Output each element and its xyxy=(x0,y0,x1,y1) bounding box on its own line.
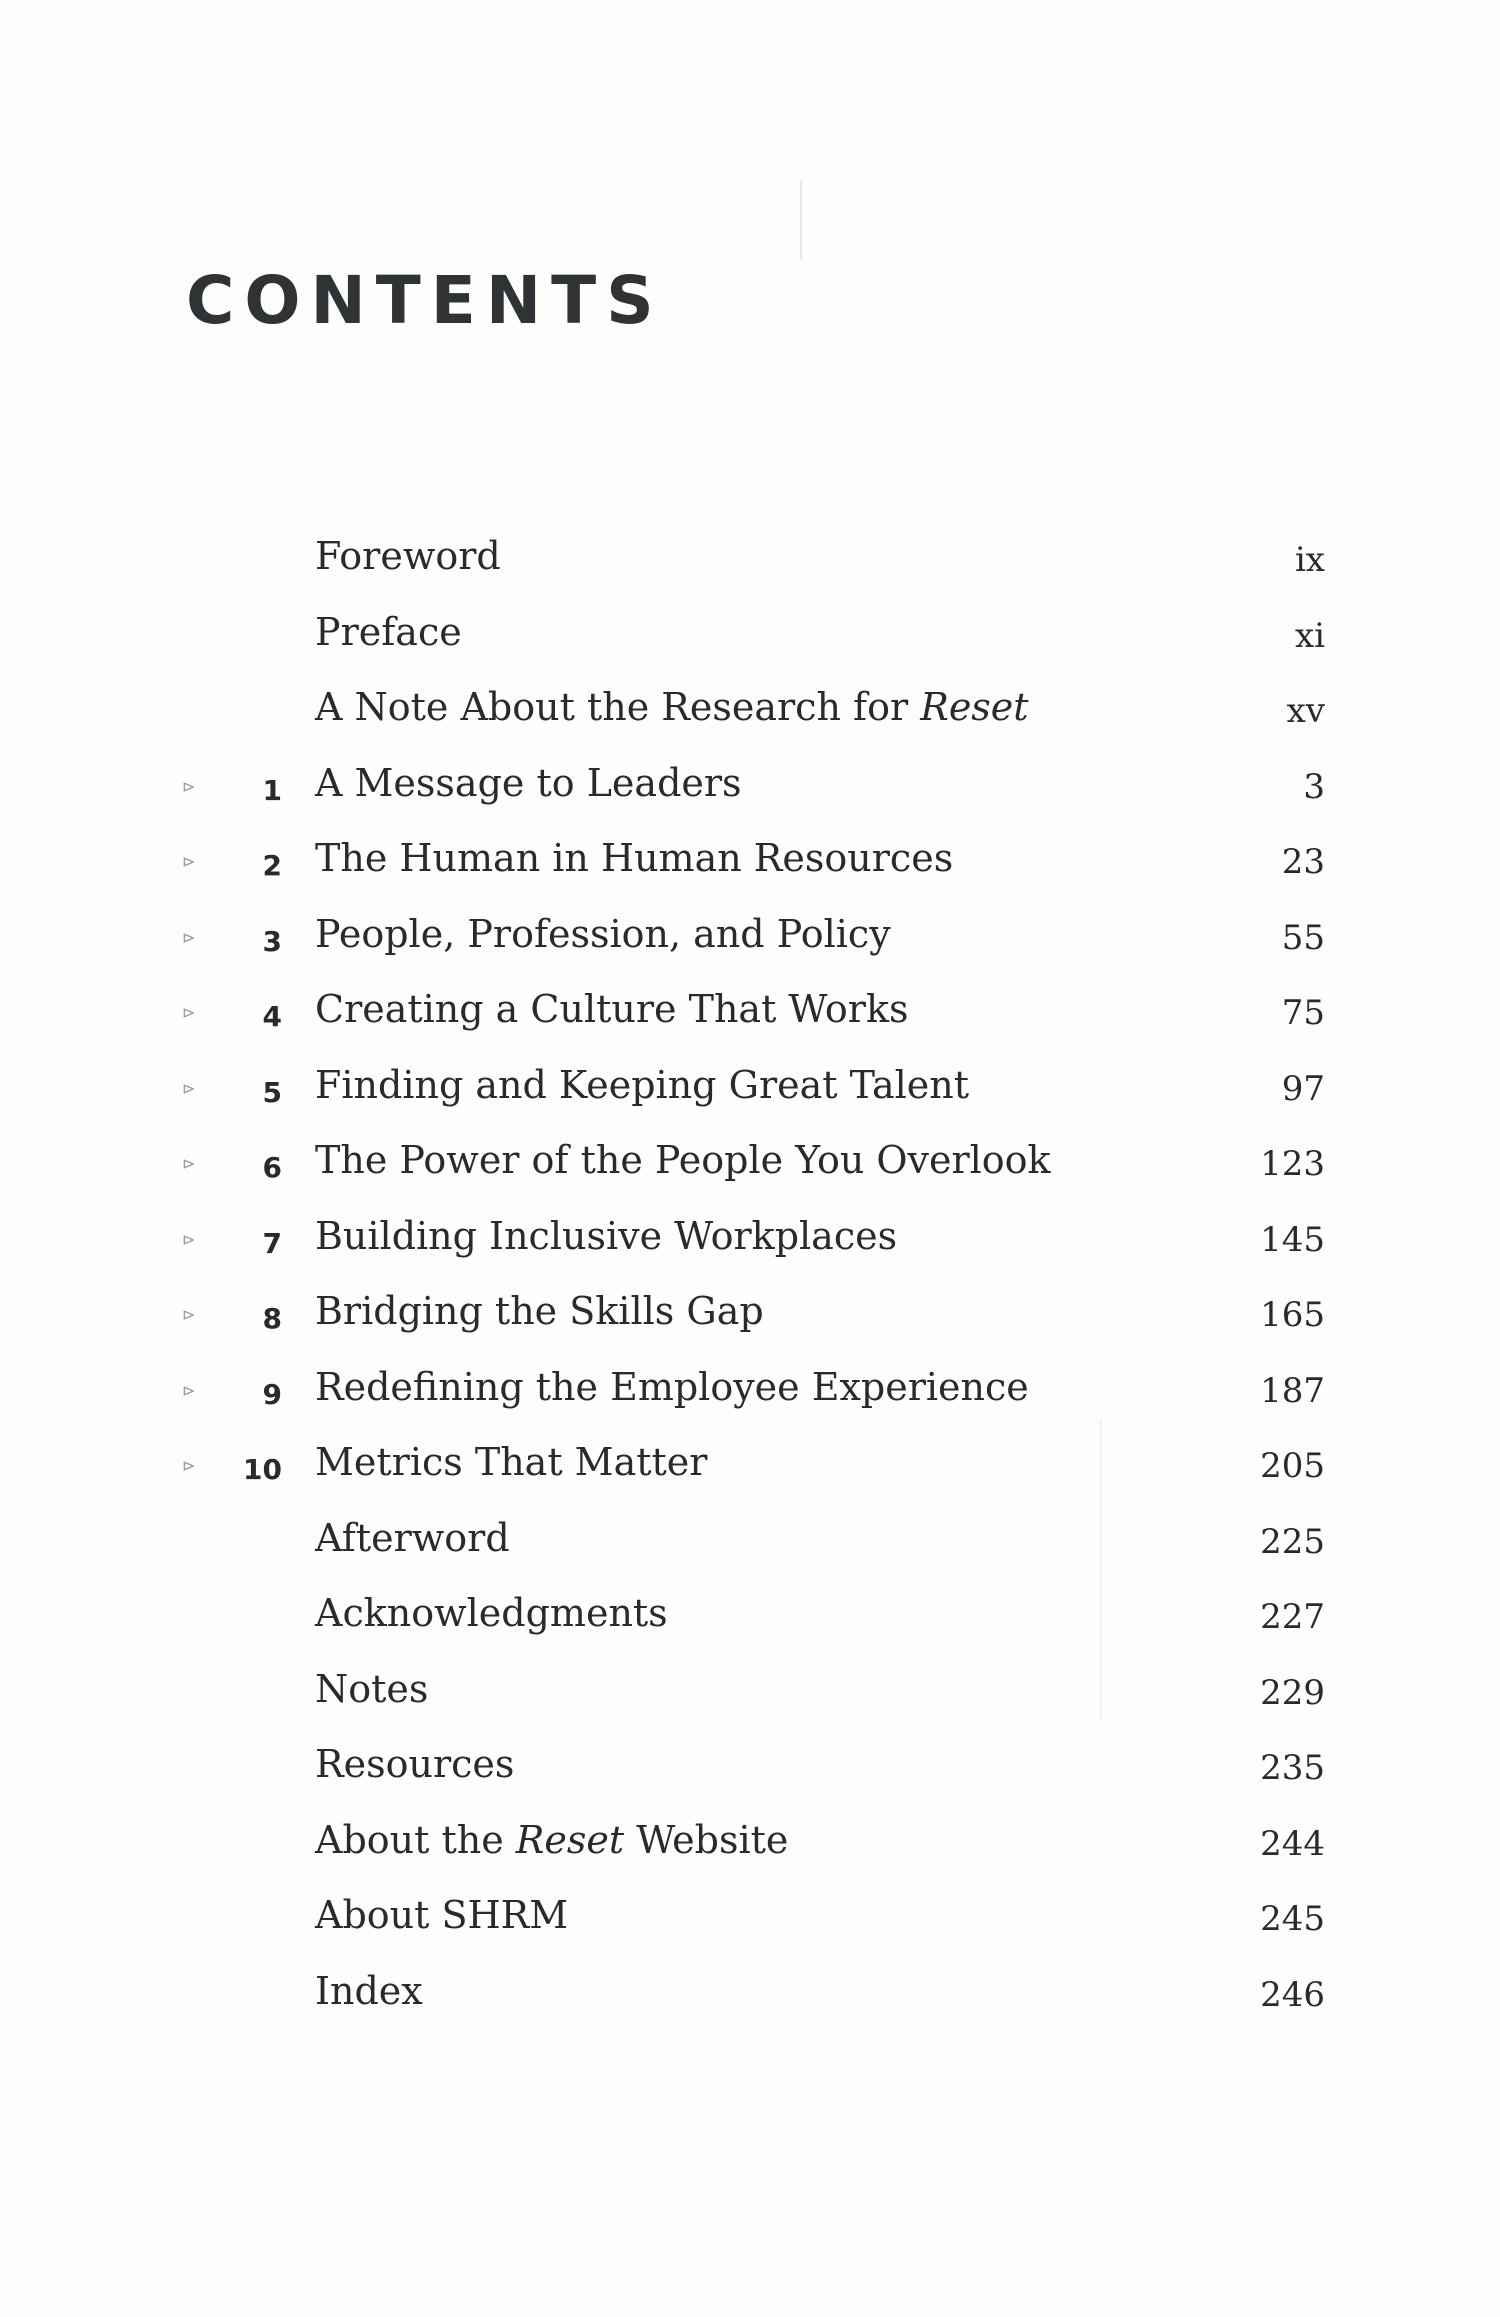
entry-title-text: The Power of the People You Overlook xyxy=(315,1138,1051,1182)
entry-title xyxy=(315,1365,1029,1411)
entry-title-text: The Human in Human Resources xyxy=(315,836,954,880)
toc-entry[interactable] xyxy=(0,679,1500,755)
bookmark-marker-icon: ⊳ xyxy=(182,1003,196,1022)
entry-title-text: People, Profession, and Policy xyxy=(315,911,891,956)
table-of-contents xyxy=(0,528,1500,2038)
chapter-number: 5 xyxy=(262,1075,282,1109)
entry-title-text: Resources xyxy=(315,1742,515,1786)
entry-title-text: Notes xyxy=(315,1666,429,1711)
entry-title xyxy=(315,912,891,958)
entry-title-suffix: Website xyxy=(624,1817,789,1862)
bookmark-marker-icon: ⊳ xyxy=(182,776,196,796)
bookmark-marker-icon: ⊳ xyxy=(182,1154,196,1173)
entry-title-text: Redefining the Employee Experience xyxy=(315,1364,1029,1409)
bookmark-marker-icon: ⊳ xyxy=(182,852,196,871)
toc-entry[interactable] xyxy=(0,1963,1500,2039)
entry-title xyxy=(315,1893,568,1939)
entry-title xyxy=(315,1138,1051,1184)
entry-title-text: Creating a Culture That Works xyxy=(315,987,909,1031)
entry-title-text: Metrics That Matter xyxy=(315,1440,708,1484)
page-number: 165 xyxy=(1260,1295,1325,1335)
entry-title-text: Afterword xyxy=(315,1515,510,1560)
page-number: 227 xyxy=(1260,1597,1325,1637)
page-number: 244 xyxy=(1260,1823,1325,1864)
entry-title xyxy=(315,761,742,807)
chapter-number: 6 xyxy=(262,1151,282,1184)
page-number: 145 xyxy=(1260,1219,1325,1260)
toc-entry[interactable] xyxy=(0,1887,1500,1963)
page-number: 229 xyxy=(1260,1672,1325,1713)
page-number: 187 xyxy=(1260,1370,1325,1411)
page-number: 75 xyxy=(1281,993,1325,1033)
chapter-number: 2 xyxy=(262,849,282,882)
entry-title xyxy=(315,1440,707,1486)
entry-title-italic: Reset xyxy=(515,1817,625,1862)
toc-entry[interactable] xyxy=(0,830,1500,906)
entry-title-text: Building Inclusive Workplaces xyxy=(315,1213,898,1258)
page-number: 123 xyxy=(1260,1144,1325,1184)
page-number: xv xyxy=(1286,691,1325,731)
entry-title xyxy=(315,1063,969,1109)
entry-title-italic: Reset xyxy=(920,685,1029,729)
chapter-number: 3 xyxy=(262,924,282,958)
toc-entry[interactable] xyxy=(0,1132,1500,1208)
entry-title xyxy=(315,1214,897,1260)
page-number: 97 xyxy=(1281,1068,1325,1109)
entry-title-text: Foreword xyxy=(315,534,501,578)
entry-title-text: Finding and Keeping Great Talent xyxy=(315,1062,970,1107)
entry-title xyxy=(315,1516,510,1562)
toc-entry[interactable] xyxy=(0,604,1500,680)
page-number: 225 xyxy=(1260,1521,1325,1562)
chapter-number: 8 xyxy=(262,1302,282,1335)
toc-entry[interactable] xyxy=(0,1510,1500,1586)
entry-title xyxy=(315,836,953,882)
page-title: CONTENTS xyxy=(186,262,664,339)
toc-entry[interactable] xyxy=(0,1661,1500,1737)
page-number: xi xyxy=(1294,615,1325,656)
entry-title xyxy=(315,1818,788,1864)
entry-title xyxy=(315,1289,764,1335)
toc-entry[interactable] xyxy=(0,1057,1500,1133)
paper-scuff xyxy=(800,180,802,260)
entry-title-text: Acknowledgments xyxy=(315,1591,668,1635)
page-number: 235 xyxy=(1260,1748,1325,1788)
entry-title-text: Bridging the Skills Gap xyxy=(315,1289,764,1333)
toc-entry[interactable] xyxy=(0,1359,1500,1435)
toc-entry[interactable] xyxy=(0,755,1500,831)
entry-title-text: Index xyxy=(315,1968,423,2013)
toc-entry[interactable] xyxy=(0,1283,1500,1359)
bookmark-marker-icon: ⊳ xyxy=(182,1456,196,1475)
page-number: 3 xyxy=(1303,766,1325,807)
chapter-number: 9 xyxy=(262,1377,282,1411)
entry-title-text: A Message to Leaders xyxy=(315,760,742,805)
page-number: 55 xyxy=(1281,917,1325,958)
bookmark-marker-icon: ⊳ xyxy=(182,927,196,947)
entry-title-text: Preface xyxy=(315,609,462,654)
entry-title xyxy=(315,1667,428,1713)
chapter-number: 7 xyxy=(262,1226,282,1260)
chapter-number: 10 xyxy=(243,1453,282,1486)
page-number: 205 xyxy=(1260,1446,1325,1486)
page-number: 23 xyxy=(1281,842,1325,882)
toc-entry[interactable] xyxy=(0,1736,1500,1812)
entry-title xyxy=(315,610,462,656)
toc-entry[interactable] xyxy=(0,528,1500,604)
page-number: ix xyxy=(1294,540,1325,580)
entry-title-text: About SHRM xyxy=(315,1893,569,1937)
bookmark-marker-icon: ⊳ xyxy=(182,1305,196,1324)
page-number: 246 xyxy=(1260,1974,1325,2015)
toc-entry[interactable] xyxy=(0,1208,1500,1284)
bookmark-marker-icon: ⊳ xyxy=(182,1078,196,1098)
entry-title xyxy=(315,1591,668,1637)
entry-title xyxy=(315,1742,514,1788)
entry-title xyxy=(315,987,908,1033)
toc-entry[interactable] xyxy=(0,981,1500,1057)
toc-entry[interactable] xyxy=(0,1585,1500,1661)
entry-title-text: A Note About the Research for xyxy=(315,685,921,729)
chapter-number: 1 xyxy=(262,773,282,807)
toc-entry[interactable] xyxy=(0,1434,1500,1510)
chapter-number: 4 xyxy=(262,1000,282,1033)
toc-entry[interactable] xyxy=(0,906,1500,982)
bookmark-marker-icon: ⊳ xyxy=(182,1380,196,1400)
toc-entry[interactable] xyxy=(0,1812,1500,1888)
entry-title xyxy=(315,534,501,580)
bookmark-marker-icon: ⊳ xyxy=(182,1229,196,1249)
entry-title xyxy=(315,1969,423,2015)
page-number: 245 xyxy=(1260,1899,1325,1939)
entry-title xyxy=(315,685,1029,731)
entry-title-text: About the xyxy=(315,1817,516,1862)
